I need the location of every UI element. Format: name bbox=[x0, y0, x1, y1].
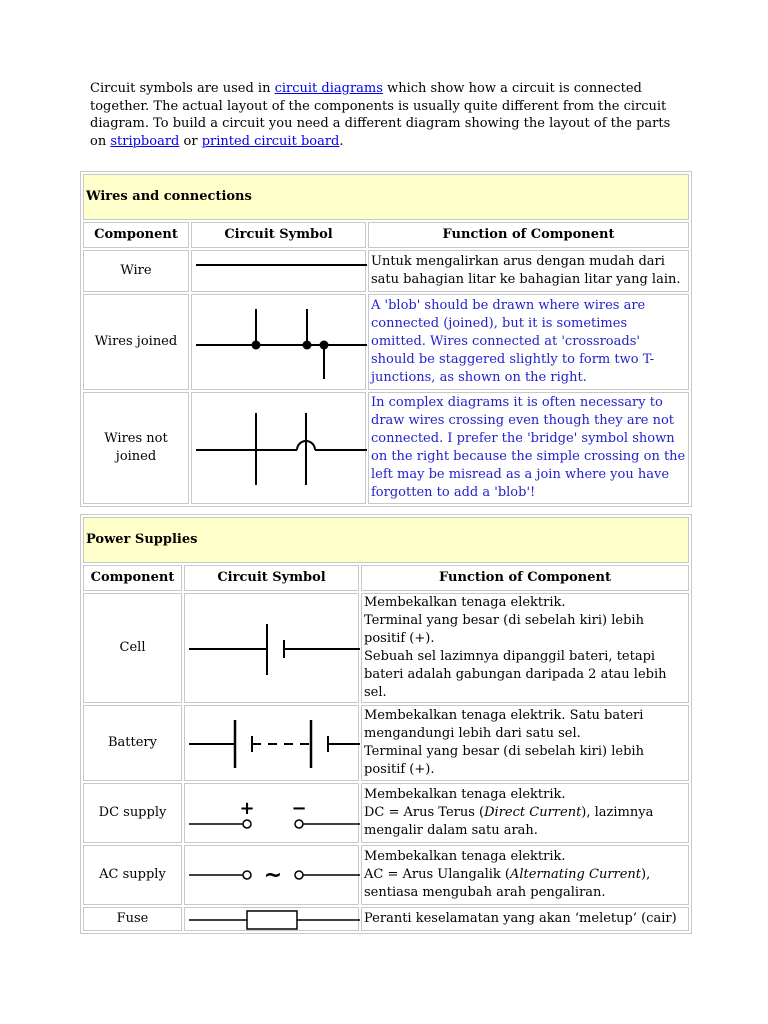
component-name: Cell bbox=[83, 593, 182, 703]
function-term: Alternating Current bbox=[509, 867, 642, 882]
column-header-function: Function of Component bbox=[368, 222, 689, 248]
function-line: Membekalkan tenaga elektrik. bbox=[364, 787, 566, 802]
function-text: ), sentiasa mengubah arah pengaliran. bbox=[364, 867, 651, 900]
plus-sign: + bbox=[239, 798, 255, 819]
component-name: AC supply bbox=[83, 845, 182, 905]
component-function: Peranti keselamatan yang akan ‘meletup’ (cair) bbox=[361, 907, 689, 931]
wires-section-title: Wires and connections bbox=[83, 174, 689, 220]
function-text: DC = Arus Terus ( bbox=[364, 805, 485, 820]
intro-text-1: Circuit symbols are used in bbox=[90, 81, 275, 96]
printed-circuit-board-link[interactable]: printed circuit board bbox=[201, 133, 340, 149]
function-line bbox=[364, 866, 686, 902]
function-term: Direct Current bbox=[484, 805, 582, 820]
component-function bbox=[361, 593, 689, 703]
function-line: Membekalkan tenaga elektrik. Satu bateri mengandungi lebih dari satu sel. bbox=[364, 708, 644, 741]
wires-not-joined-symbol-icon bbox=[191, 392, 366, 504]
component-name: DC supply bbox=[83, 783, 182, 843]
component-name: Fuse bbox=[83, 907, 182, 931]
component-function: A 'blob' should be drawn where wires are connected (joined), but it is sometimes omitted. Wires connected at 'crossroads' should be staggered slightly to form two T-junctions, as shown on the right. bbox=[368, 294, 689, 390]
column-header-component: Component bbox=[83, 222, 189, 248]
table-row bbox=[83, 907, 689, 931]
column-header-function: Function of Component bbox=[361, 565, 689, 591]
component-name: Wire bbox=[83, 250, 189, 292]
intro-paragraph bbox=[90, 80, 690, 150]
component-function bbox=[361, 783, 689, 843]
component-function bbox=[361, 705, 689, 781]
function-text: AC = Arus Ulangalik ( bbox=[364, 867, 510, 882]
stripboard-link[interactable]: stripboard bbox=[110, 133, 180, 149]
cell-symbol-icon bbox=[184, 593, 359, 703]
column-header-symbol: Circuit Symbol bbox=[184, 565, 359, 591]
power-section-title: Power Supplies bbox=[83, 517, 689, 563]
component-name: Wires not joined bbox=[83, 392, 189, 504]
function-line: Terminal yang besar (di sebelah kiri) lebih positif (+). bbox=[364, 744, 644, 777]
table-row bbox=[83, 250, 689, 292]
column-header-symbol: Circuit Symbol bbox=[191, 222, 366, 248]
function-text: ), lazimnya mengalir dalam satu arah. bbox=[364, 805, 654, 838]
component-function: Untuk mengalirkan arus dengan mudah dari satu bahagian litar ke bahagian litar yang lain. bbox=[368, 250, 689, 292]
table-row bbox=[83, 392, 689, 504]
function-line: Membekalkan tenaga elektrik. bbox=[364, 849, 566, 864]
dc-supply-symbol-icon bbox=[184, 783, 359, 843]
function-line: Sebuah sel lazimnya dipanggil bateri, tetapi bateri adalah gabungan daripada 2 atau lebih sel. bbox=[364, 649, 667, 700]
wires-connections-table bbox=[80, 171, 692, 507]
table-row bbox=[83, 783, 689, 843]
component-function bbox=[361, 845, 689, 905]
circuit-diagrams-link[interactable]: circuit diagrams bbox=[274, 81, 383, 96]
tilde-sign: ~ bbox=[263, 863, 283, 888]
ac-supply-symbol-icon bbox=[184, 845, 359, 905]
function-line: Terminal yang besar (di sebelah kiri) lebih positif (+). bbox=[364, 613, 644, 646]
component-function: In complex diagrams it is often necessary to draw wires crossing even though they are not connected. I prefer the 'bridge' symbol shown on the right because the simple crossing on the left may be misread as a join where you have forgotten to add a 'blob'! bbox=[368, 392, 689, 504]
minus-sign: − bbox=[291, 798, 307, 819]
function-line bbox=[364, 804, 686, 840]
component-name: Wires joined bbox=[83, 294, 189, 390]
table-row bbox=[83, 294, 689, 390]
function-line: Membekalkan tenaga elektrik. bbox=[364, 595, 566, 610]
intro-text-2: which show how a circuit is connected together. The actual layout of the components is usually quite different from the circuit diagram. To build a circuit you need a different diagram showing the layout of the parts on bbox=[90, 81, 671, 149]
battery-symbol-icon bbox=[184, 705, 359, 781]
table-row bbox=[83, 845, 689, 905]
table-row bbox=[83, 705, 689, 781]
intro-text-4: . bbox=[339, 133, 344, 149]
fuse-symbol-icon bbox=[184, 907, 359, 931]
column-header-component: Component bbox=[83, 565, 182, 591]
wire-symbol-icon bbox=[191, 250, 366, 292]
wires-joined-symbol-icon bbox=[191, 294, 366, 390]
intro-text-3: or bbox=[179, 133, 202, 149]
power-supplies-table bbox=[80, 514, 692, 934]
table-row bbox=[83, 593, 689, 703]
component-name: Battery bbox=[83, 705, 182, 781]
